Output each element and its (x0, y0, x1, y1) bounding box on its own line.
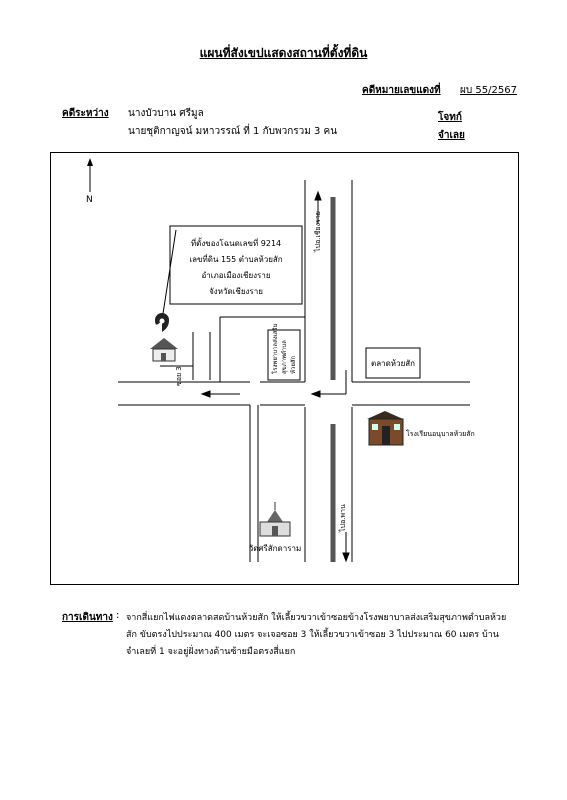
direction-arrow-icon (343, 532, 349, 561)
party-plaintiff: นางบัวบาน ศรีมูล (128, 108, 204, 119)
soi3-label: ซอย 3 (175, 366, 183, 386)
location-pin-icon (155, 313, 169, 332)
school-label: โรงเรียนอนุบาลห้วยสัก (406, 430, 475, 438)
direction-arrow-icon (312, 370, 346, 397)
cross-road (118, 382, 470, 562)
house-icon (150, 338, 178, 361)
hospital-label: สุขภาพตำบล (281, 340, 288, 374)
market-label: ตลาดห้วยสัก (371, 359, 415, 368)
school-icon (367, 411, 403, 445)
directions-label: การเดินทาง (62, 612, 113, 623)
sketch-map (50, 152, 520, 586)
land-box-line: เลขที่ดิน 155 ตำบลห้วยสัก (189, 255, 283, 264)
temple-icon (260, 502, 290, 536)
parties-label: คดีระหว่าง (62, 108, 109, 119)
temple-label: วัดศรีสักดาราม (248, 544, 302, 553)
case-number: ผบ 55/2567 (460, 85, 517, 96)
directions-colon: : (116, 610, 120, 621)
land-box-line: จังหวัดเชียงราย (209, 287, 263, 296)
north-label: N (86, 195, 93, 205)
land-box-line: อำเภอเมืองเชียงราย (201, 271, 271, 280)
hospital-label: ห้วยสัก (290, 355, 297, 374)
land-box-line: ที่ตั้งของโฉนดเลขที่ 9214 (190, 239, 282, 248)
hospital-label: โรงพยาบาลส่งเสริม (272, 323, 279, 374)
page-title: แผนที่สังเขปแสดงสถานที่ตั้งที่ดิน (199, 46, 368, 60)
directions-text: จากสี่แยกไฟแดงตลาดสดบ้านห้วยสัก ให้เลี้ยวขวาเข้าซอยข้างโรงพยาบาลส่งเสริมสุขภาพตำบลห้วยสัก ขับตรงไปประมาณ 400 เมตร จะเจอซอย 3 ให้เลี้ยวขวาเข้าซอย 3 ไปประมาณ 60 เมตร บ้านจำเลยที่ 1 จะอยู่ฝั่งทางด้านซ้ายมือตรงสี่แยก (126, 613, 507, 657)
role-defendant: จำเลย (438, 130, 465, 141)
party-defendant: นายชุติกาญจน์ มหาวรรณ์ ที่ 1 กับพวกรวม 3 คน (128, 126, 338, 137)
road-label-south: ไปอ.พาน (339, 504, 347, 532)
north-arrow-icon (87, 158, 93, 192)
role-plaintiff: โจทก์ (438, 112, 462, 123)
road-label-north: ไปอ.เชียงราย (314, 211, 322, 252)
case-number-label: คดีหมายเลขแดงที่ (362, 85, 441, 96)
direction-arrow-icon (202, 391, 240, 397)
